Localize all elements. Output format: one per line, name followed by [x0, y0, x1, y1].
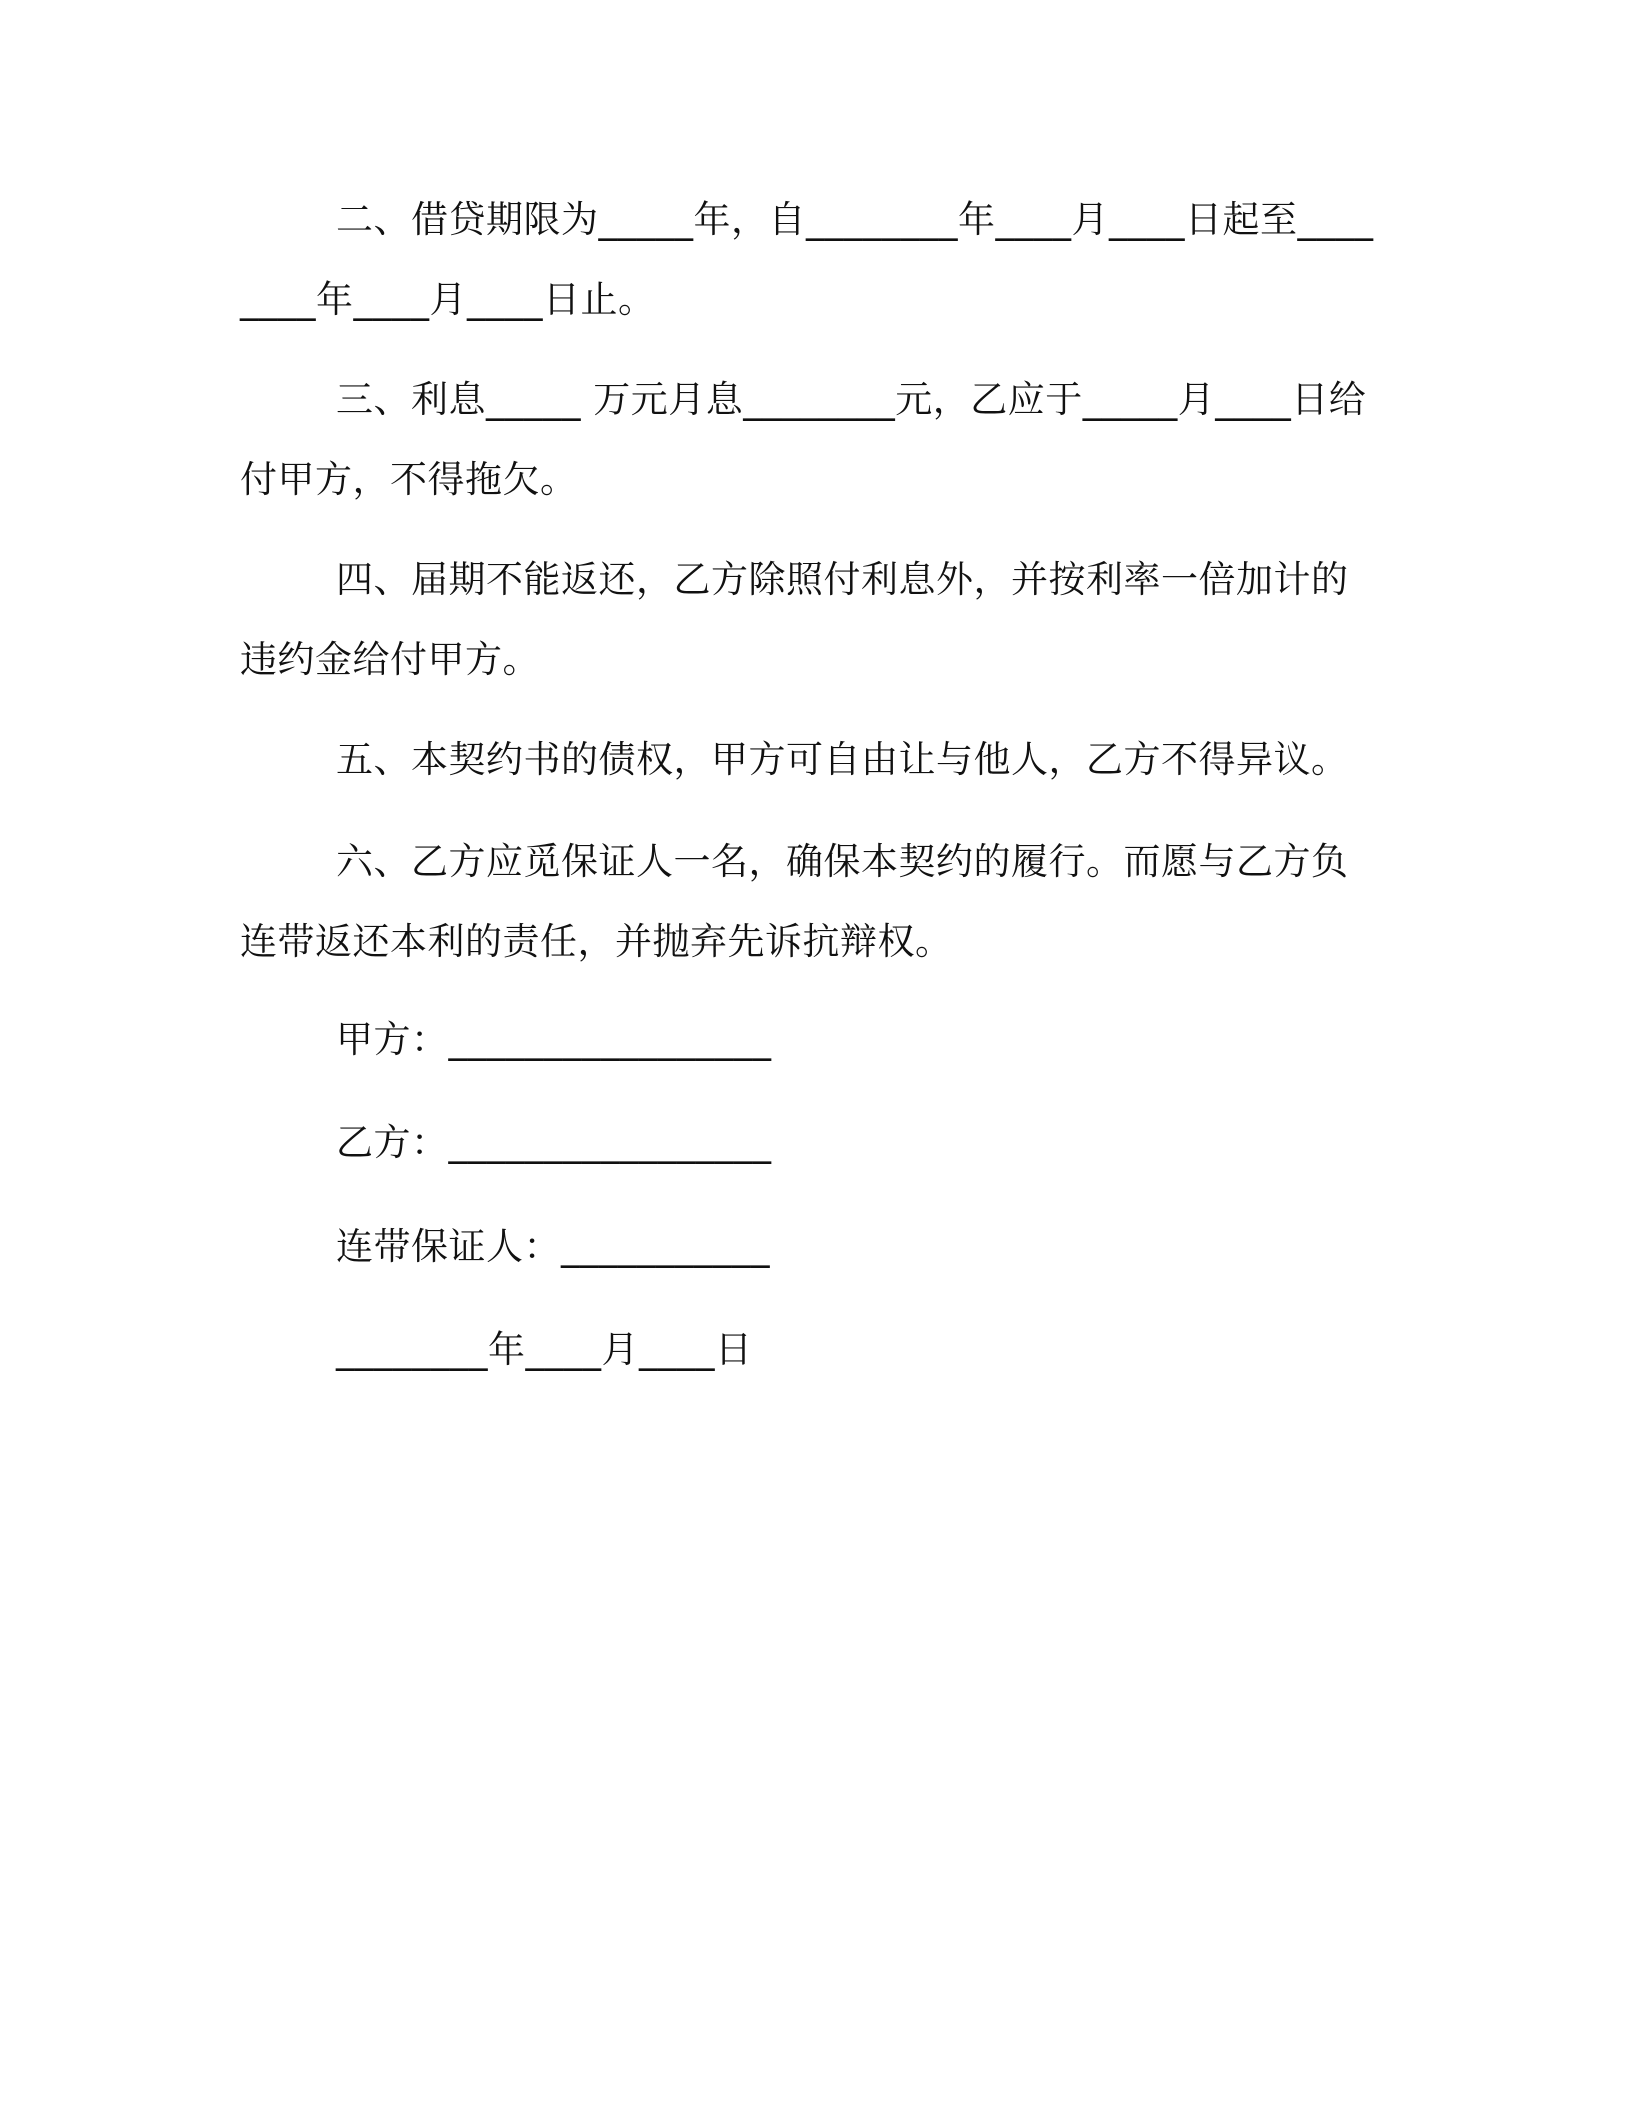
guarantor-signature-line: 连带保证人：___________ [336, 1225, 770, 1268]
clause-creditor-rights: 五、本契约书的债权，甲方可自由让与他人，乙方不得异议。 [336, 738, 1349, 781]
clause-guarantor: 六、乙方应觅保证人一名，确保本契约的履行。而愿与乙方负连带返还本利的责任，并抛弃先诉抗辩权。 [240, 840, 1349, 963]
party-a-signature-line: 甲方：_________________ [336, 1018, 772, 1061]
signing-date-line: ________年____月____日 [336, 1328, 753, 1371]
clause-default-penalty: 四、届期不能返还，乙方除照付利息外，并按利率一倍加计的违约金给付甲方。 [240, 558, 1349, 681]
clause-interest: 三、利息_____ 万元月息________元，乙应于_____月____日给付甲方，不得拖欠。 [240, 378, 1367, 501]
party-b-signature-line: 乙方：_________________ [336, 1121, 772, 1164]
clause-loan-term: 二、借贷期限为_____年，自________年____月____日起至________年____月____日止。 [240, 198, 1374, 321]
